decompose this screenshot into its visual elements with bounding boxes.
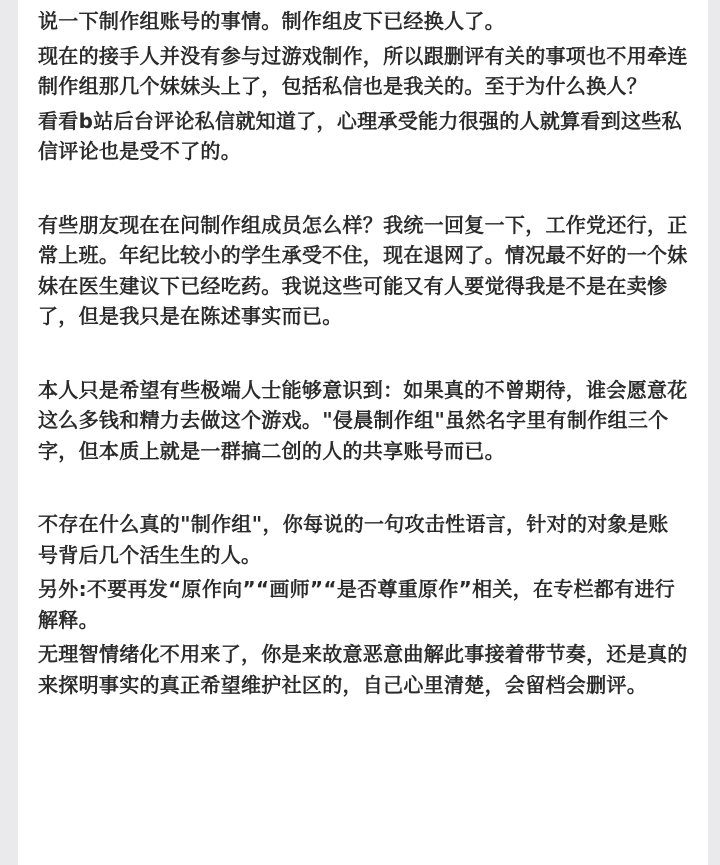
paragraph-no-real-team: 不存在什么真的"制作组"，你每说的一句攻击性语言，针对的对象是账号背后几个活生生的人。 bbox=[38, 512, 669, 567]
paragraph-account-change: 说一下制作组账号的事情。制作组皮下已经换人了。 bbox=[38, 9, 505, 33]
paragraph-column-note: 另外:不要再发“原作向”“画师”“是否尊重原作”相关，在专栏都有进行解释。 bbox=[38, 577, 676, 632]
paragraph-new-manager: 现在的接手人并没有参与过游戏制作，所以跟删评有关的事项也不用牵连制作组那几个妹妹头上了，包括私信也是我关的。至于为什么换人？ bbox=[38, 43, 688, 98]
paragraph-expectation: 本人只是希望有些极端人士能够意识到：如果真的不曾期待，谁会愿意花这么多钱和精力去做这个游戏。"侵晨制作组"虽然名字里有制作组三个字，但本质上就是一群搞二创的人的共享账号而已。 bbox=[38, 377, 688, 463]
paragraph-team-status: 有些朋友现在在问制作组成员怎么样？我统一回复一下，工作党还行，正常上班。年纪比较小的学生承受不住，现在退网了。情况最不好的一个妹妹在医生建议下已经吃药。我说这些可能又有人要觉得我是不是在卖惨了，但是我只是在陈述事实而已。 bbox=[38, 212, 688, 328]
post-body bbox=[38, 6, 688, 700]
paragraph-warning: 无理智情绪化不用来了，你是来故意恶意曲解此事接着带节奏，还是真的来探明事实的真正希望维护社区的，自己心里清楚，会留档会删评。 bbox=[38, 642, 688, 697]
paragraph-reason: 看看b站后台评论私信就知道了，心理承受能力很强的人就算看到这些私信评论也是受不了的。 bbox=[38, 108, 682, 163]
post-card bbox=[18, 0, 708, 865]
